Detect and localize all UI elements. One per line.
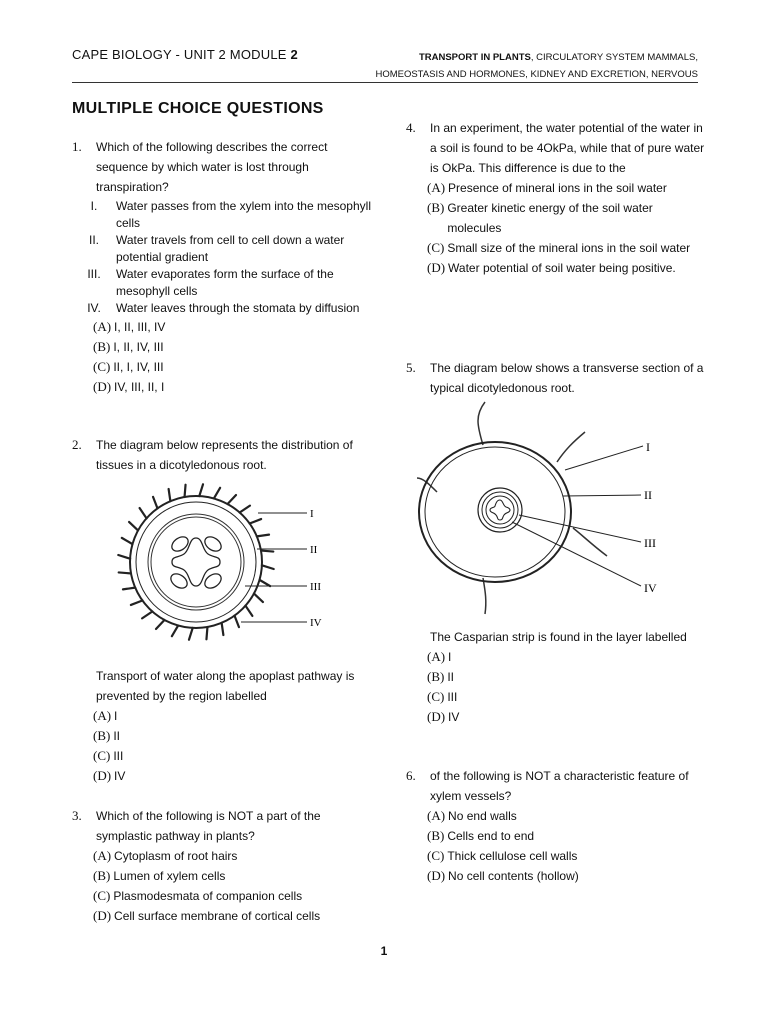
diagram-label-ii: II xyxy=(644,488,652,502)
phloem-patch xyxy=(169,534,191,554)
question-2 xyxy=(72,435,372,475)
root-hair-spike xyxy=(257,535,269,537)
option-d[interactable]: (D) No cell contents (hollow) xyxy=(427,868,579,883)
label-line-i xyxy=(565,446,643,470)
option-b[interactable]: (B) Lumen of xylem cells xyxy=(93,868,226,883)
question-number: 1. xyxy=(72,139,82,154)
root-hair-spike xyxy=(206,627,207,639)
option-a[interactable]: (A) Cytoplasm of root hairs xyxy=(93,848,238,863)
option-c[interactable]: (C) Plasmodesmata of companion cells xyxy=(93,888,303,903)
option-d[interactable]: (D) IV xyxy=(427,709,460,724)
epidermis-ring xyxy=(130,496,262,628)
root-hair-spike xyxy=(254,594,263,602)
root-hair-spike xyxy=(262,565,274,569)
header-course-text: CAPE BIOLOGY - UNIT 2 MODULE xyxy=(72,47,291,62)
epidermis-ring xyxy=(419,442,571,582)
root-hair-spike xyxy=(189,628,193,640)
cortex-ring xyxy=(425,447,565,577)
diagram-label-i: I xyxy=(310,508,314,520)
question-6 xyxy=(406,766,706,886)
option-d[interactable]: (D) Cell surface membrane of cortical cells xyxy=(93,908,321,923)
option-d[interactable]: (D) IV xyxy=(93,768,126,783)
root-hair-spike xyxy=(199,484,203,496)
statement-list xyxy=(72,198,372,317)
root-hair-spike xyxy=(222,623,224,635)
xylem-star xyxy=(490,500,510,520)
option-a[interactable]: (A) No end walls xyxy=(427,808,517,823)
question-number: 4. xyxy=(406,120,416,135)
page-title: MULTIPLE CHOICE QUESTIONS xyxy=(72,100,324,117)
root-hair-spike xyxy=(228,495,236,504)
root-hair xyxy=(483,578,486,614)
question-prompt: Transport of water along the apoplast pathway is prevented by the region labelled xyxy=(96,669,355,703)
diagram-label-iv: IV xyxy=(644,581,657,595)
root-hair-spike xyxy=(129,522,138,530)
question-1 xyxy=(72,137,372,397)
option-a[interactable]: (A) I xyxy=(427,649,452,664)
question-prompt: The Casparian strip is found in the layer labelled xyxy=(430,630,687,644)
question-5-prompt xyxy=(427,627,706,727)
option-b[interactable]: (B) II xyxy=(427,669,455,684)
options xyxy=(427,806,706,886)
question-number: 6. xyxy=(406,768,416,783)
option-b[interactable]: (B) Greater kinetic energy of the soil water molecules xyxy=(427,200,653,235)
question-stem: Which of the following is NOT a part of the symplastic pathway in plants? xyxy=(96,809,321,843)
option-c[interactable]: (C) Small size of the mineral ions in the soil water xyxy=(427,240,691,255)
question-stem: In an experiment, the water potential of the water in a soil is found to be 4OkPa, while that of pure water is OkPa. This difference is due to the xyxy=(430,121,705,175)
root-hair-spike xyxy=(250,519,262,523)
diagram-label-iii: III xyxy=(644,536,656,550)
header-topics-line1: , CIRCULATORY SYSTEM MAMMALS, xyxy=(530,52,698,63)
question-2-prompt xyxy=(93,666,376,786)
root-hair xyxy=(478,402,485,445)
label-line-ii xyxy=(563,495,641,496)
header-topics xyxy=(318,49,698,83)
endodermis-ring xyxy=(148,514,244,610)
option-b[interactable]: (B) II xyxy=(93,728,121,743)
root-hair-spike xyxy=(156,620,164,629)
root-hair-spike xyxy=(118,555,130,559)
cortex-outer-ring xyxy=(136,502,256,622)
root-diagram-2 xyxy=(415,400,705,620)
root-hair-spike xyxy=(153,497,157,509)
option-c[interactable]: (C) III xyxy=(93,748,124,763)
question-4 xyxy=(406,118,706,278)
root-hair-spike xyxy=(261,551,273,552)
header-course xyxy=(72,47,298,62)
question-stem: Which of the following describes the correct sequence by which water is lost through transpiration? xyxy=(96,140,328,194)
question-stem: The diagram below represents the distribution of tissues in a dicotyledonous root. xyxy=(96,438,353,472)
header-topics-line2: HOMEOSTASIS AND HORMONES, KIDNEY AND EXCRETION, NERVOUS xyxy=(375,69,698,80)
option-d[interactable]: (D) IV, III, II, I xyxy=(93,379,165,394)
option-a[interactable]: (A) I xyxy=(93,708,118,723)
option-a[interactable]: (A) I, II, III, IV xyxy=(93,319,166,334)
option-c[interactable]: (C) II, I, IV, III xyxy=(93,359,164,374)
option-c[interactable]: (C) III xyxy=(427,689,458,704)
question-stem: The diagram below shows a transverse section of a typical dicotyledonous root. xyxy=(430,361,704,395)
options xyxy=(93,706,376,786)
options xyxy=(93,317,372,397)
options xyxy=(93,846,372,926)
root-hair-spike xyxy=(214,488,220,499)
question-number: 5. xyxy=(406,360,416,375)
statement: III. Water evaporates form the surface of the mesophyll cells xyxy=(87,267,334,298)
root-hair-spike xyxy=(172,626,178,637)
root-hair-spike xyxy=(185,485,186,497)
header-module-number: 2 xyxy=(290,47,298,62)
root-hair-spikes xyxy=(118,484,273,639)
root-hair xyxy=(573,528,607,556)
option-c[interactable]: (C) Thick cellulose cell walls xyxy=(427,848,578,863)
statement: I. Water passes from the xylem into the mesophyll cells xyxy=(90,199,371,230)
option-b[interactable]: (B) I, II, IV, III xyxy=(93,339,164,354)
diagram-label-ii: II xyxy=(310,544,318,556)
root-hair xyxy=(557,432,585,462)
root-hair-spike xyxy=(131,601,143,605)
root-hair-spike xyxy=(140,508,147,518)
header-topic-current: TRANSPORT IN PLANTS xyxy=(418,52,531,63)
statement: II. Water travels from cell to cell down a water potential gradient xyxy=(88,233,345,264)
option-d[interactable]: (D) Water potential of soil water being positive. xyxy=(427,260,676,275)
root-hair-spike xyxy=(240,506,250,513)
question-3 xyxy=(72,806,372,926)
header-rule xyxy=(72,82,698,83)
option-b[interactable]: (B) Cells end to end xyxy=(427,828,535,843)
root-diagram-1 xyxy=(95,480,365,650)
root-hair-spike xyxy=(123,588,135,590)
label-line-iii xyxy=(519,515,641,542)
endodermis-ring xyxy=(478,488,522,532)
xylem-star xyxy=(172,538,220,586)
root-hair-spike xyxy=(142,611,152,618)
option-a[interactable]: (A) Presence of mineral ions in the soil water xyxy=(427,180,667,195)
question-5 xyxy=(406,358,706,398)
root-hair-spike xyxy=(169,489,171,501)
page-number: 1 xyxy=(380,944,388,958)
diagram-label-iii: III xyxy=(310,581,321,593)
root-hair-spike xyxy=(245,606,252,616)
options xyxy=(427,647,706,727)
diagram-label-i: I xyxy=(646,440,650,454)
pericycle-ring xyxy=(151,517,241,607)
question-stem: of the following is NOT a characteristic feature of xylem vessels? xyxy=(430,769,689,803)
diagram-label-iv: IV xyxy=(310,617,322,629)
root-hair-spike xyxy=(260,580,271,586)
question-number: 3. xyxy=(72,808,82,823)
question-number: 2. xyxy=(72,437,82,452)
root-hair-spike xyxy=(235,616,239,628)
root-hair-spike xyxy=(122,538,133,544)
options xyxy=(427,178,706,278)
statement: IV. Water leaves through the stomata by diffusion xyxy=(87,301,360,315)
root-hair-spike xyxy=(119,572,131,573)
